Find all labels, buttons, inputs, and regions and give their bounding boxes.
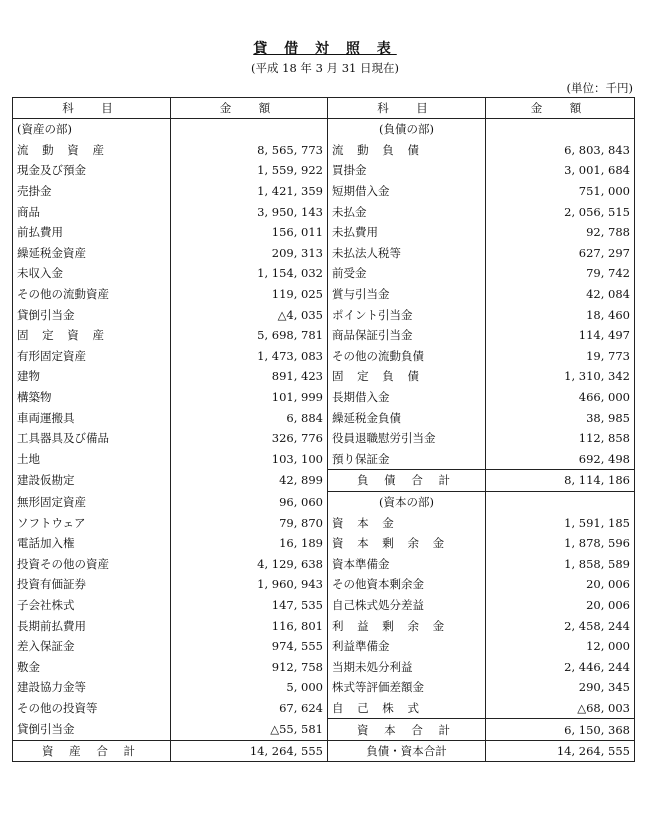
assets-section-label: (資産の部) bbox=[13, 119, 171, 140]
amount: 1, 559, 922 bbox=[171, 160, 328, 181]
amount: 5, 698, 781 bbox=[171, 325, 328, 346]
equity-section-label: (資本の部) bbox=[328, 491, 486, 512]
table-row bbox=[13, 533, 635, 554]
table-row bbox=[13, 677, 635, 698]
amount: △55, 581 bbox=[171, 719, 328, 741]
amount: △68, 003 bbox=[486, 698, 635, 719]
table-row bbox=[13, 553, 635, 574]
equity-total-amount: 6, 150, 368 bbox=[486, 719, 635, 741]
amount: 1, 960, 943 bbox=[171, 574, 328, 595]
table-row bbox=[13, 512, 635, 533]
item-label: 流 動 資 産 bbox=[13, 140, 171, 161]
item-label: 土地 bbox=[13, 449, 171, 470]
table-row bbox=[13, 263, 635, 284]
item-label: 固 定 資 産 bbox=[13, 325, 171, 346]
amount: 326, 776 bbox=[171, 428, 328, 449]
item-label: 建設協力金等 bbox=[13, 677, 171, 698]
item-label: 差入保証金 bbox=[13, 636, 171, 657]
liabilities-total-label: 負 債 合 計 bbox=[328, 470, 486, 492]
item-label: 投資有価証券 bbox=[13, 574, 171, 595]
table-row bbox=[13, 698, 635, 719]
amount bbox=[171, 119, 328, 140]
amount: 112, 858 bbox=[486, 428, 635, 449]
amount: 209, 313 bbox=[171, 243, 328, 264]
table-row bbox=[13, 491, 635, 512]
table-row bbox=[13, 346, 635, 367]
amount: 96, 060 bbox=[171, 491, 328, 512]
table-row bbox=[13, 366, 635, 387]
liabilities-equity-total-amount: 14, 264, 555 bbox=[486, 740, 635, 762]
assets-total-label: 資 産 合 計 bbox=[13, 740, 171, 762]
item-label: 建物 bbox=[13, 366, 171, 387]
item-label: 現金及び預金 bbox=[13, 160, 171, 181]
amount: 8, 565, 773 bbox=[171, 140, 328, 161]
table-row bbox=[13, 160, 635, 181]
item-label: 工具器具及び備品 bbox=[13, 428, 171, 449]
item-label: 投資その他の資産 bbox=[13, 553, 171, 574]
totals-row bbox=[13, 740, 635, 762]
unit-note: (単位：千円) bbox=[566, 81, 633, 95]
item-label: 自 己 株 式 bbox=[328, 698, 486, 719]
table-row bbox=[13, 140, 635, 161]
item-label: 株式等評価差額金 bbox=[328, 677, 486, 698]
amount bbox=[486, 491, 635, 512]
amount: 1, 591, 185 bbox=[486, 512, 635, 533]
item-label: 無形固定資産 bbox=[13, 491, 171, 512]
amount: 103, 100 bbox=[171, 449, 328, 470]
item-label: 敷金 bbox=[13, 656, 171, 677]
item-label: その他の投資等 bbox=[13, 698, 171, 719]
balance-sheet-table bbox=[12, 97, 635, 762]
amount: 16, 189 bbox=[171, 533, 328, 554]
amount: 3, 950, 143 bbox=[171, 201, 328, 222]
amount: 67, 624 bbox=[171, 698, 328, 719]
item-label: 当期未処分利益 bbox=[328, 656, 486, 677]
amount: 42, 899 bbox=[171, 470, 328, 492]
table-row bbox=[13, 407, 635, 428]
item-label: 自己株式処分差益 bbox=[328, 595, 486, 616]
amount: △4, 035 bbox=[171, 304, 328, 325]
amount: 3, 001, 684 bbox=[486, 160, 635, 181]
table-row bbox=[13, 325, 635, 346]
item-label: 繰延税金資産 bbox=[13, 243, 171, 264]
amount bbox=[486, 119, 635, 140]
amount: 751, 000 bbox=[486, 181, 635, 202]
item-label: 貸倒引当金 bbox=[13, 304, 171, 325]
amount: 1, 421, 359 bbox=[171, 181, 328, 202]
amount: 12, 000 bbox=[486, 636, 635, 657]
amount: 974, 555 bbox=[171, 636, 328, 657]
amount: 147, 535 bbox=[171, 595, 328, 616]
item-label: 電話加入権 bbox=[13, 533, 171, 554]
amount: 891, 423 bbox=[171, 366, 328, 387]
item-label: 繰延税金負債 bbox=[328, 407, 486, 428]
assets-total-amount: 14, 264, 555 bbox=[171, 740, 328, 762]
table-row bbox=[13, 470, 635, 492]
item-label: 子会社株式 bbox=[13, 595, 171, 616]
equity-total-label: 資 本 合 計 bbox=[328, 719, 486, 741]
amount: 92, 788 bbox=[486, 222, 635, 243]
amount: 290, 345 bbox=[486, 677, 635, 698]
item-label: その他の流動負債 bbox=[328, 346, 486, 367]
table-row bbox=[13, 181, 635, 202]
liabilities-total-amount: 8, 114, 186 bbox=[486, 470, 635, 492]
item-label: 売掛金 bbox=[13, 181, 171, 202]
liabilities-amount-header: 金 額 bbox=[486, 98, 635, 119]
item-label: 賞与引当金 bbox=[328, 284, 486, 305]
table-row bbox=[13, 243, 635, 264]
item-label: 長期借入金 bbox=[328, 387, 486, 408]
amount: 2, 446, 244 bbox=[486, 656, 635, 677]
amount: 1, 473, 083 bbox=[171, 346, 328, 367]
item-label: 商品保証引当金 bbox=[328, 325, 486, 346]
table-row bbox=[13, 719, 635, 741]
report-date: (平成 18 年 3 月 31 日現在) bbox=[251, 61, 399, 75]
amount: 4, 129, 638 bbox=[171, 553, 328, 574]
item-label: 資本準備金 bbox=[328, 553, 486, 574]
item-label: 資 本 金 bbox=[328, 512, 486, 533]
amount: 1, 858, 589 bbox=[486, 553, 635, 574]
amount: 6, 803, 843 bbox=[486, 140, 635, 161]
item-label: 前受金 bbox=[328, 263, 486, 284]
item-label: 利 益 剰 余 金 bbox=[328, 615, 486, 636]
table-row bbox=[13, 449, 635, 470]
item-label: 建設仮勘定 bbox=[13, 470, 171, 492]
amount: 466, 000 bbox=[486, 387, 635, 408]
amount: 692, 498 bbox=[486, 449, 635, 470]
amount: 2, 458, 244 bbox=[486, 615, 635, 636]
item-label: 構築物 bbox=[13, 387, 171, 408]
item-label: 買掛金 bbox=[328, 160, 486, 181]
amount: 2, 056, 515 bbox=[486, 201, 635, 222]
item-label: 固 定 負 債 bbox=[328, 366, 486, 387]
amount: 912, 758 bbox=[171, 656, 328, 677]
item-label: ソフトウェア bbox=[13, 512, 171, 533]
amount: 18, 460 bbox=[486, 304, 635, 325]
item-label: 短期借入金 bbox=[328, 181, 486, 202]
item-label: その他資本剰余金 bbox=[328, 574, 486, 595]
item-label: 前払費用 bbox=[13, 222, 171, 243]
item-label: 流 動 負 債 bbox=[328, 140, 486, 161]
amount: 1, 310, 342 bbox=[486, 366, 635, 387]
header-row bbox=[13, 98, 635, 119]
amount: 42, 084 bbox=[486, 284, 635, 305]
item-label: 未払金 bbox=[328, 201, 486, 222]
amount: 116, 801 bbox=[171, 615, 328, 636]
item-label: 預り保証金 bbox=[328, 449, 486, 470]
table-row bbox=[13, 615, 635, 636]
item-label: 資 本 剰 余 金 bbox=[328, 533, 486, 554]
amount: 38, 985 bbox=[486, 407, 635, 428]
amount: 6, 884 bbox=[171, 407, 328, 428]
table-row bbox=[13, 387, 635, 408]
item-label: 未払費用 bbox=[328, 222, 486, 243]
amount: 114, 497 bbox=[486, 325, 635, 346]
item-label: ポイント引当金 bbox=[328, 304, 486, 325]
table-row bbox=[13, 656, 635, 677]
amount: 20, 006 bbox=[486, 574, 635, 595]
amount: 119, 025 bbox=[171, 284, 328, 305]
table-row bbox=[13, 304, 635, 325]
item-label: 役員退職慰労引当金 bbox=[328, 428, 486, 449]
item-label: 車両運搬具 bbox=[13, 407, 171, 428]
item-label: 有形固定資産 bbox=[13, 346, 171, 367]
table-row bbox=[13, 284, 635, 305]
amount: 627, 297 bbox=[486, 243, 635, 264]
liabilities-equity-total-label: 負債・資本合計 bbox=[328, 740, 486, 762]
amount: 79, 870 bbox=[171, 512, 328, 533]
amount: 5, 000 bbox=[171, 677, 328, 698]
item-label: 未払法人税等 bbox=[328, 243, 486, 264]
table-row bbox=[13, 595, 635, 616]
item-label: 長期前払費用 bbox=[13, 615, 171, 636]
table-row bbox=[13, 222, 635, 243]
table-row bbox=[13, 201, 635, 222]
amount: 101, 999 bbox=[171, 387, 328, 408]
item-label: 貸倒引当金 bbox=[13, 719, 171, 741]
assets-amount-header: 金 額 bbox=[171, 98, 328, 119]
assets-item-header: 科 目 bbox=[13, 98, 171, 119]
table-row bbox=[13, 119, 635, 140]
table-row bbox=[13, 428, 635, 449]
amount: 1, 878, 596 bbox=[486, 533, 635, 554]
amount: 19, 773 bbox=[486, 346, 635, 367]
item-label: 未収入金 bbox=[13, 263, 171, 284]
liabilities-item-header: 科 目 bbox=[328, 98, 486, 119]
page-title: 貸 借 対 照 表 bbox=[253, 41, 397, 57]
item-label: その他の流動資産 bbox=[13, 284, 171, 305]
table-row bbox=[13, 574, 635, 595]
item-label: 商品 bbox=[13, 201, 171, 222]
amount: 1, 154, 032 bbox=[171, 263, 328, 284]
amount: 79, 742 bbox=[486, 263, 635, 284]
table-row bbox=[13, 636, 635, 657]
amount: 156, 011 bbox=[171, 222, 328, 243]
item-label: 利益準備金 bbox=[328, 636, 486, 657]
liabilities-section-label: (負債の部) bbox=[328, 119, 486, 140]
amount: 20, 006 bbox=[486, 595, 635, 616]
